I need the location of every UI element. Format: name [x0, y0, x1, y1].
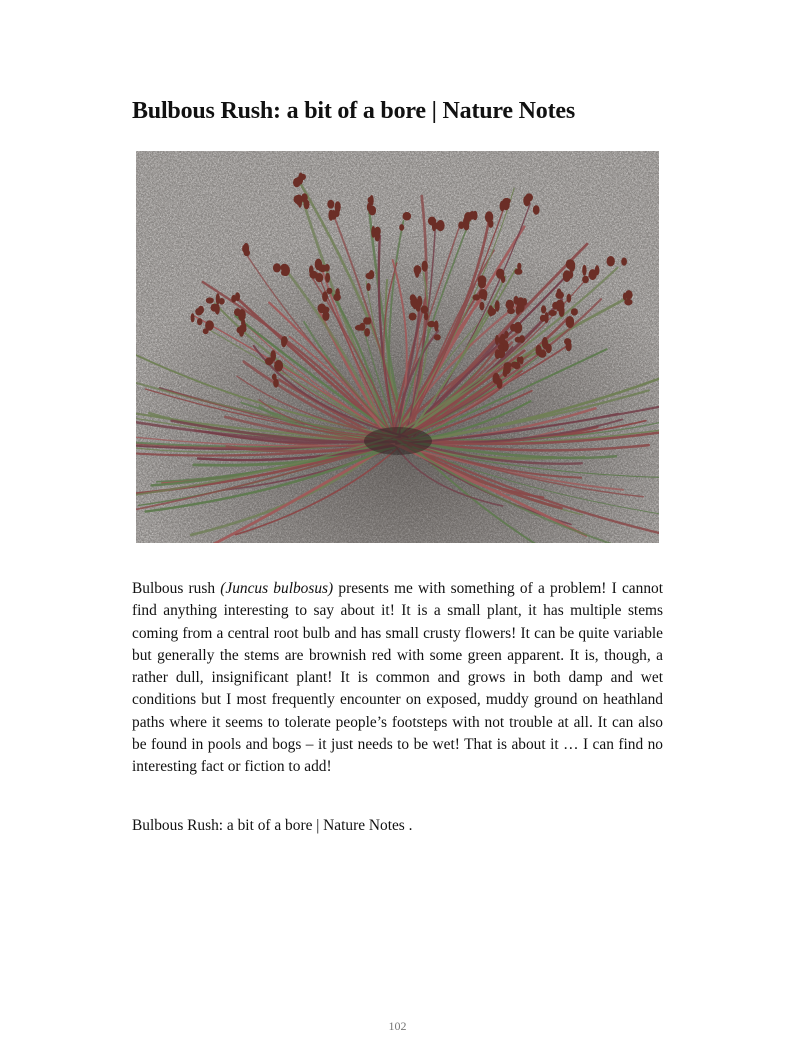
- rush-flower-head: [366, 283, 370, 291]
- rush-flower-head: [544, 312, 548, 323]
- rush-flower-head: [415, 267, 420, 278]
- rush-flower-head: [355, 325, 364, 331]
- rush-flower-head: [501, 275, 505, 283]
- rush-flower-head: [545, 344, 551, 354]
- rush-flower-head: [273, 378, 279, 387]
- rush-flower-head: [533, 205, 540, 215]
- rush-flower-head: [330, 210, 336, 220]
- rush-flower-head: [488, 308, 497, 316]
- rush-flower-head: [504, 362, 512, 368]
- rush-flower-head: [495, 300, 500, 311]
- rush-flower-head: [205, 320, 214, 330]
- rush-flower-head: [513, 296, 518, 305]
- rush-flower-head: [239, 325, 245, 337]
- rush-flower-head: [469, 211, 476, 220]
- article-body-text: presents me with something of a problem! I cannot find anything interesting to say about it! It is a small plant, it has multiple stems coming from a central root bulb and has small crusty flowers! It can be quite variable but generally the stems are brownish red with some green apparent. It is, though, a rather dull, insignificant plant! It is common and grows in both damp and wet conditions but I most frequently encounter on exposed, muddy ground on heathland paths where it seems to tolerate people’s footsteps with not trouble at all. It can also be found in pools and bogs – it just needs to be wet! That is about it … I can find no interesting fact or fiction to add!: [132, 580, 663, 776]
- rush-flower-head: [567, 294, 572, 303]
- rush-flower-head: [478, 275, 487, 285]
- rush-flower-head: [434, 334, 441, 340]
- rush-flower-head: [409, 313, 417, 321]
- rush-flower-head: [515, 337, 522, 343]
- rush-flower-head: [571, 308, 578, 315]
- rush-flower-head: [304, 200, 310, 210]
- rush-flower-head: [499, 347, 504, 357]
- rush-flower-head: [244, 249, 250, 256]
- rush-flower-head: [198, 306, 204, 314]
- rush-flower-head: [566, 259, 575, 269]
- rush-flower-head: [510, 324, 517, 332]
- rush-flower-head: [327, 200, 334, 209]
- rush-flower-head: [216, 293, 220, 304]
- rush-flower-head: [325, 273, 330, 283]
- latin-name: (Juncus bulbosus): [220, 580, 334, 597]
- rush-flower-head: [318, 265, 327, 273]
- rush-flower-head: [191, 313, 195, 322]
- rush-flower-head: [563, 270, 571, 282]
- rush-flower-head: [566, 341, 572, 351]
- rush-flower-head: [364, 328, 370, 337]
- rush-flower-head: [427, 321, 436, 327]
- rush-flower-head: [281, 265, 290, 276]
- rush-flower-head: [415, 302, 420, 312]
- rush-flower-head: [197, 318, 202, 325]
- source-line: Bulbous Rush: a bit of a bore | Nature Notes .: [132, 817, 413, 834]
- rush-flower-head: [365, 273, 374, 280]
- rush-flower-head: [566, 316, 575, 328]
- rush-flower-head: [274, 360, 283, 372]
- rush-flower-head: [549, 310, 557, 316]
- rush-flower-head: [502, 199, 510, 210]
- rush-flower-head: [623, 293, 627, 301]
- rush-flower-head: [506, 300, 515, 310]
- rush-flower-head: [326, 288, 332, 294]
- root-bulb: [364, 427, 432, 455]
- rush-flower-head: [488, 220, 493, 228]
- rush-flower-head: [483, 292, 487, 301]
- rush-flower-head: [541, 305, 546, 313]
- rush-flower-head: [514, 268, 522, 274]
- rush-flower-head: [399, 224, 404, 231]
- rush-flower-head: [323, 307, 330, 313]
- rush-flower-head: [497, 378, 503, 389]
- rush-flower-head: [403, 212, 412, 221]
- rush-flower-head: [234, 308, 241, 316]
- rush-flower-head: [434, 222, 442, 229]
- rush-flower-head: [322, 291, 328, 301]
- rush-flower-head: [294, 195, 302, 204]
- rush-flower-head: [309, 265, 314, 275]
- rush-flower-head: [582, 265, 586, 276]
- page-title: Bulbous Rush: a bit of a bore | Nature Notes: [132, 98, 575, 124]
- rush-flower-head: [555, 291, 564, 299]
- rush-flower-head: [595, 265, 600, 275]
- rush-flower-head: [333, 293, 341, 301]
- rush-flower-head: [519, 356, 523, 364]
- rush-flower-head: [464, 222, 470, 230]
- rush-flower-head: [523, 196, 530, 204]
- rush-flower-head: [495, 335, 499, 345]
- page-number: 102: [388, 1019, 407, 1033]
- rush-flower-head: [479, 302, 484, 311]
- article-body: [132, 578, 663, 779]
- rush-flower-head: [422, 261, 428, 272]
- rush-flower-head: [511, 362, 518, 368]
- rush-flower-head: [273, 263, 281, 272]
- rush-flower-head: [582, 276, 589, 284]
- rush-flower-head: [231, 295, 236, 303]
- rush-flower-head: [374, 231, 380, 241]
- rush-flower-head: [215, 304, 220, 315]
- rush-flower-head: [368, 197, 373, 203]
- rush-flower-head: [366, 317, 371, 324]
- rush-flower-head: [607, 256, 615, 266]
- rush-flower-head: [270, 350, 276, 361]
- rush-flower-head: [299, 174, 306, 180]
- bulbous-rush-photo: [136, 151, 659, 543]
- rush-flower-head: [206, 297, 214, 303]
- rush-flower-head: [421, 306, 429, 314]
- rush-flower-head: [281, 338, 286, 348]
- rush-flower-head: [538, 350, 546, 358]
- rush-flower-head: [369, 206, 377, 216]
- rush-flower-head: [424, 313, 428, 321]
- article-intro: Bulbous rush: [132, 580, 221, 597]
- rush-flower-head: [621, 258, 627, 266]
- rush-flower-head: [559, 305, 565, 317]
